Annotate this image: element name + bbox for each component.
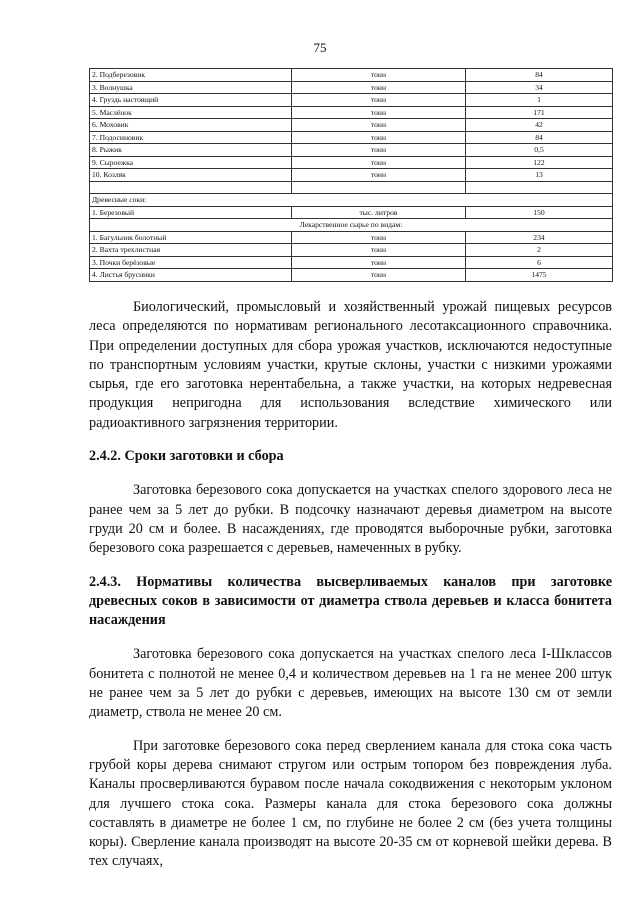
- empty-cell: [292, 181, 466, 194]
- table-row: [90, 94, 613, 107]
- table-subheader-row: [90, 219, 613, 232]
- table-row: [90, 206, 613, 219]
- paragraph: Заготовка березового сока допускается на участках спелого здорового леса не ранее чем за 5 лет до рубки. В подсочку назначают деревья диаметром на высоте груди 20 см и более. В насаждениях, где проводятся выборочные рубки, заготовка березового сока разрешается с деревьев, намеченных в рубку.: [89, 482, 612, 557]
- resource-unit: тонн: [292, 169, 466, 182]
- resource-value: 84: [466, 131, 613, 144]
- paragraph: Биологический, промысловый и хозяйственный урожай пищевых ресурсов леса определяются по нормативам регионального лесотаксационного справочника. При определении доступных для сбора урожая участков, исключаются недоступные по транспортным условиям участки, крутые склоны, участки с низкими урожаями сырья, где его заготовка нерентабельна, а также участки, на которых недревесная продукция непригодна для использования вследствие химического или радиоактивного загрязнения территории.: [89, 299, 612, 431]
- resource-value: 2: [466, 244, 613, 257]
- resource-value: 234: [466, 231, 613, 244]
- resource-unit: тонн: [292, 269, 466, 282]
- table-row: [90, 231, 613, 244]
- resource-unit: тонн: [292, 69, 466, 82]
- table-row: [90, 156, 613, 169]
- resource-unit: тонн: [292, 244, 466, 257]
- resource-name: 3. Волнушка: [90, 81, 292, 94]
- table-row: [90, 269, 613, 282]
- section-label: Лекарственное сырье по видам:: [90, 219, 613, 232]
- body-text: [89, 298, 612, 872]
- resource-unit: тонн: [292, 144, 466, 157]
- resource-name: 6. Моховик: [90, 119, 292, 132]
- resource-name: 5. Маслёнок: [90, 106, 292, 119]
- table-row: [90, 131, 613, 144]
- resource-name: 2. Подберезовик: [90, 69, 292, 82]
- resource-value: 6: [466, 256, 613, 269]
- resource-unit: тонн: [292, 106, 466, 119]
- resource-value: 1: [466, 94, 613, 107]
- resource-value: 42: [466, 119, 613, 132]
- resource-name: 7. Подосиновик: [90, 131, 292, 144]
- section-heading: 2.4.2. Сроки заготовки и сбора: [89, 448, 284, 465]
- resource-unit: тонн: [292, 119, 466, 132]
- resource-value: 34: [466, 81, 613, 94]
- resource-value: 13: [466, 169, 613, 182]
- resource-value: 150: [466, 206, 613, 219]
- empty-cell: [466, 181, 613, 194]
- paragraph: При заготовке березового сока перед сверлением канала для стока сока часть грубой коры дерева снимают стругом или острым топором без повреждения луба. Каналы просверливаются буравом после начала сокодвижения с некоторым уклоном для лучшего стока сока. Размеры канала для стока березового сока должны составлять в диаметре не более 1 см, по глубине не более 2 см (без учета толщины коры). Сверление канала производят на высоте 20-35 см от корневой шейки дерева. В тех случаях,: [89, 737, 612, 870]
- table-row: [90, 106, 613, 119]
- resource-value: 0,5: [466, 144, 613, 157]
- paragraph: Заготовка березового сока допускается на участках спелого леса I-Шклассов бонитета с полнотой не менее 0,4 и количеством деревьев на 1 га не менее 200 штук не ранее чем за 5 лет до рубки с деревьев, имеющих на высоте 130 см от земли диаметр, ствола не менее 20 см.: [89, 646, 612, 721]
- page-number: 75: [313, 40, 327, 55]
- resource-value: 84: [466, 69, 613, 82]
- table-row: [90, 81, 613, 94]
- resource-name: 4. Листья брусники: [90, 269, 292, 282]
- table-row: [90, 119, 613, 132]
- section-label: Древесные соки:: [90, 194, 613, 207]
- resource-unit: тонн: [292, 156, 466, 169]
- resource-value: 1475: [466, 269, 613, 282]
- resource-name: 1. Березовый: [90, 206, 292, 219]
- resource-name: 2. Вахта трехлистная: [90, 244, 292, 257]
- resource-unit: тыс. литров: [292, 206, 466, 219]
- resource-name: 8. Рыжик: [90, 144, 292, 157]
- resource-unit: тонн: [292, 131, 466, 144]
- resource-value: 122: [466, 156, 613, 169]
- table-row: [90, 244, 613, 257]
- table-empty-row: [90, 181, 613, 194]
- table-row: [90, 144, 613, 157]
- resource-unit: тонн: [292, 81, 466, 94]
- table-row: [90, 256, 613, 269]
- resource-name: 3. Почки берёзовые: [90, 256, 292, 269]
- resource-value: 171: [466, 106, 613, 119]
- resource-unit: тонн: [292, 94, 466, 107]
- resource-unit: тонн: [292, 231, 466, 244]
- resource-unit: тонн: [292, 256, 466, 269]
- resource-name: 4. Груздь настоящий: [90, 94, 292, 107]
- resources-table: [89, 68, 613, 282]
- table-row: [90, 69, 613, 82]
- resource-name: 1. Багульник болотный: [90, 231, 292, 244]
- table-row: [90, 169, 613, 182]
- empty-cell: [90, 181, 292, 194]
- section-heading: 2.4.3. Нормативы количества высверливаемых каналов при заготовке древесных соков в зависимости от диаметра ствола деревьев и класса бонитета насаждения: [89, 573, 612, 629]
- table-section-row: [90, 194, 613, 207]
- resource-name: 10. Козляк: [90, 169, 292, 182]
- resource-name: 9. Сыроежка: [90, 156, 292, 169]
